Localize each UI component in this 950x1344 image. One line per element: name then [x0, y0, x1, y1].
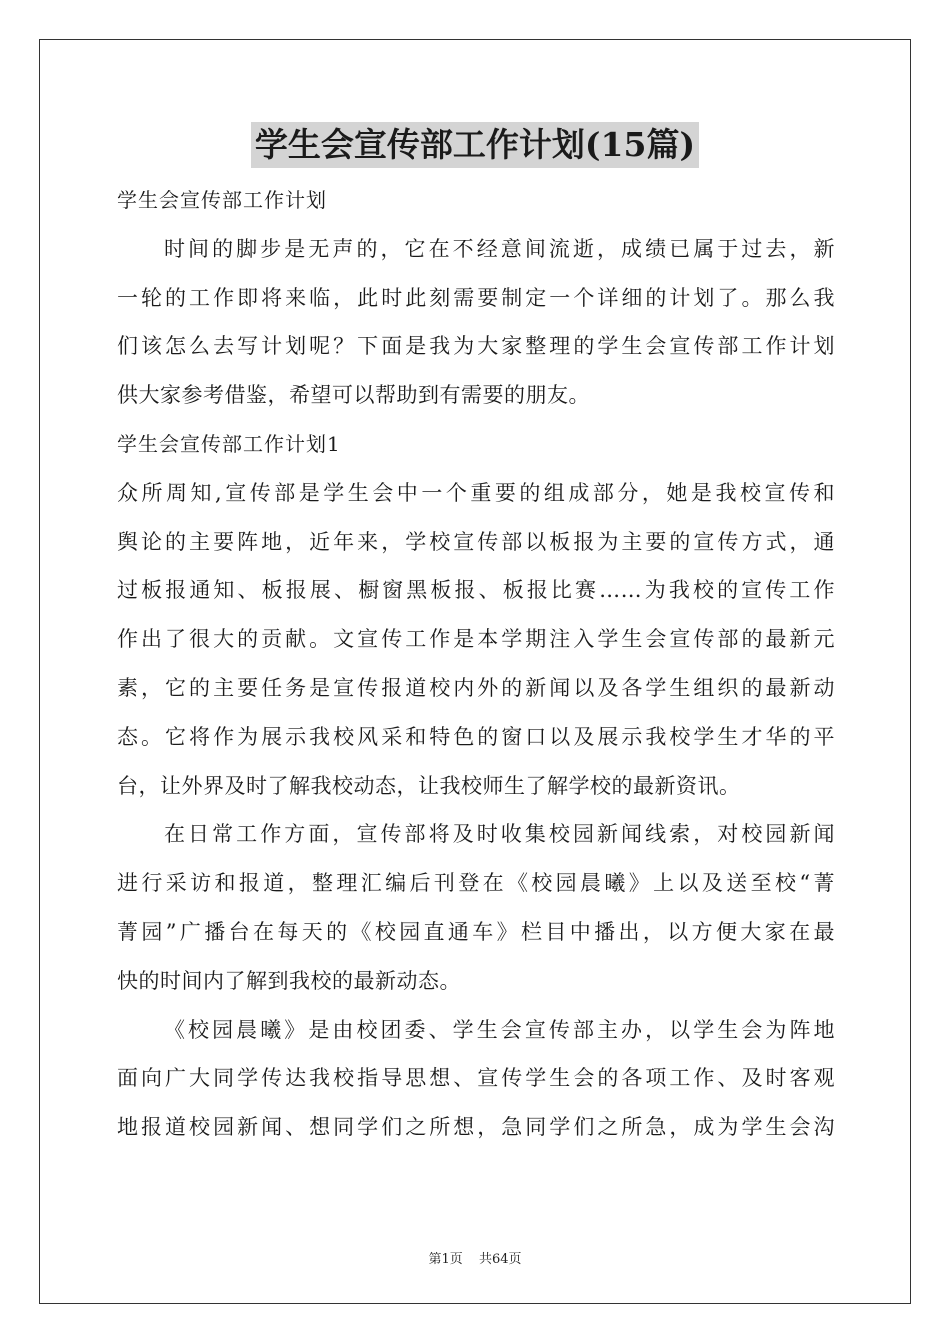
paragraph-line: 众所周知,宣传部是学生会中一个重要的组成部分，她是我校宣传和 [117, 480, 835, 505]
paragraph-line: 菁园”广播台在每天的《校园直通车》栏目中播出，以方便大家在最 [117, 919, 835, 944]
paragraph-line: 台，让外界及时了解我校动态，让我校师生了解学校的最新资讯。 [117, 773, 741, 798]
document-title: 学生会宣传部工作计划(15篇) [251, 122, 699, 168]
section-heading: 学生会宣传部工作计划1 [117, 431, 341, 456]
paragraph-line: 快的时间内了解到我校的最新动态。 [117, 968, 461, 993]
paragraph-line: 舆论的主要阵地，近年来，学校宣传部以板报为主要的宣传方式，通 [117, 529, 835, 554]
paragraph-line: 们该怎么去写计划呢？下面是我为大家整理的学生会宣传部工作计划 [117, 334, 835, 359]
paragraph-line: 《校园晨曦》是由校团委、学生会宣传部主办，以学生会为阵地 [164, 1017, 835, 1042]
paragraph-line: 作出了很大的贡献。文宣传工作是本学期注入学生会宣传部的最新元 [117, 627, 835, 652]
paragraph-line: 过板报通知、板报展、橱窗黑板报、板报比赛……为我校的宣传工作 [117, 578, 835, 603]
page-footer [0, 1248, 950, 1267]
paragraph-line: 进行采访和报道，整理汇编后刊登在《校园晨曦》上以及送至校“菁 [117, 871, 835, 896]
section-heading: 学生会宣传部工作计划 [117, 188, 327, 212]
page-number-total: 共64页 [478, 1252, 522, 1267]
title-wrap [0, 122, 950, 168]
paragraph-line: 在日常工作方面，宣传部将及时收集校园新闻线索，对校园新闻 [164, 822, 835, 847]
page-number-current: 第1页 [428, 1252, 463, 1267]
paragraph-line: 时间的脚步是无声的，它在不经意间流逝，成绩已属于过去，新 [164, 236, 835, 261]
paragraph-line: 素，它的主要任务是宣传报道校内外的新闻以及各学生组织的最新动 [117, 675, 835, 700]
document-body [117, 176, 835, 1152]
paragraph-line: 态。它将作为展示我校风采和特色的窗口以及展示我校学生才华的平 [117, 724, 835, 749]
paragraph-line: 面向广大同学传达我校指导思想、宣传学生会的各项工作、及时客观 [117, 1066, 835, 1091]
paragraph-line: 一轮的工作即将来临，此时此刻需要制定一个详细的计划了。那么我 [117, 285, 835, 310]
paragraph-line: 地报道校园新闻、想同学们之所想，急同学们之所急，成为学生会沟 [117, 1115, 835, 1140]
paragraph-line: 供大家参考借鉴，希望可以帮助到有需要的朋友。 [117, 383, 590, 408]
